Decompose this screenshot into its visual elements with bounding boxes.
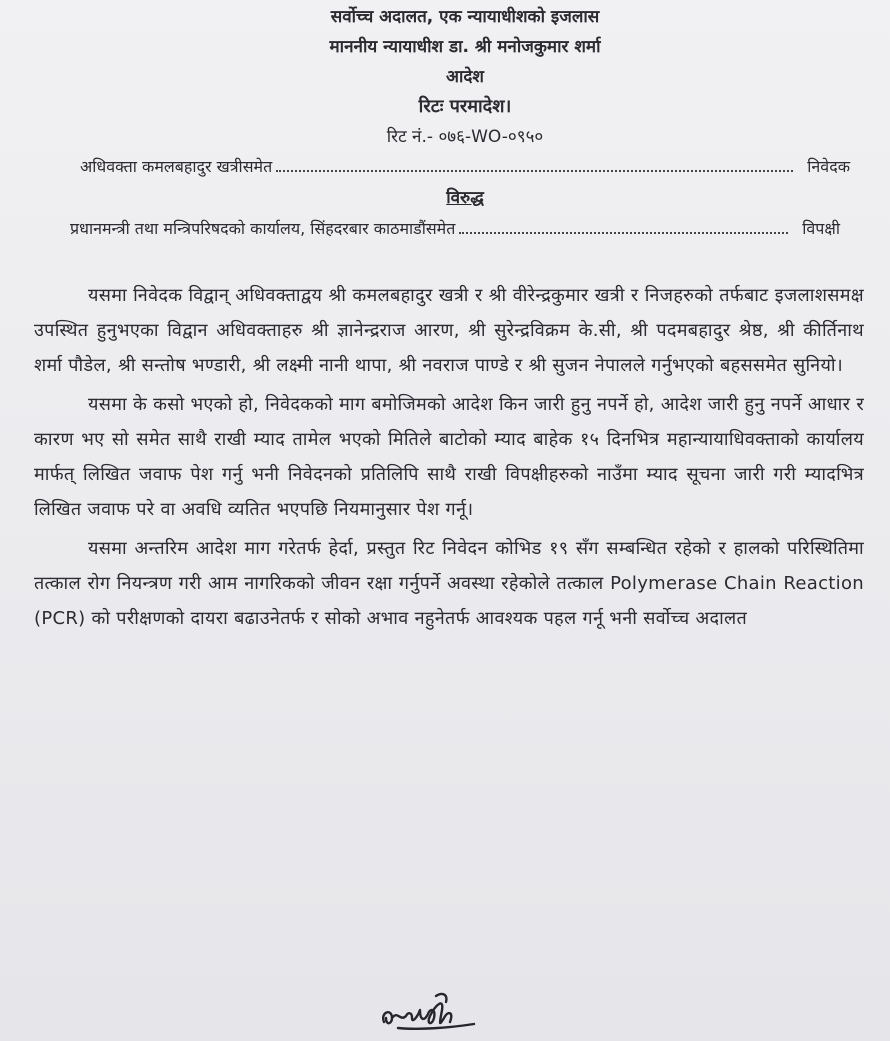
- petitioner-name: अधिवक्ता कमलबहादुर खत्रीसमेत: [80, 157, 273, 176]
- leader-dots: [459, 232, 788, 234]
- document-header: [0, 0, 890, 152]
- versus-heading: विरुद्ध: [446, 188, 484, 208]
- order-heading: आदेश: [446, 67, 484, 87]
- handwritten-signature-icon: [378, 988, 478, 1034]
- petitioner-role: निवेदक: [807, 157, 850, 176]
- case-number: रिट नं.- ०७६-WO-०९५०: [386, 127, 544, 147]
- judge-name: माननीय न्यायाधीश डा. श्री मनोजकुमार शर्मा: [329, 37, 601, 57]
- petitioner-row: [80, 152, 850, 182]
- paragraph-hearing: यसमा निवेदक विद्वान् अधिवक्ताद्वय श्री कमलबहादुर खत्री र श्री वीरेन्द्रकुमार खत्री र निजहरुको तर्फबाट इजलाशसमक्ष उपस्थित हुनुभएका विद्वान अधिवक्ताहरु श्री ज्ञानेन्द्रराज आरण, श्री सुरेन्द्रविक्रम के.सी, श्री पदमबहादुर श्रेष्ठ, श्री कीर्तिनाथ शर्मा पौडेल, श्री सन्तोष भण्डारी, श्री लक्ष्मी नानी थापा, श्री नवराज पाण्डे र श्री सुजन नेपालले गर्नुभएको बहससमेत सुनियो।: [34, 285, 864, 376]
- respondent-role: विपक्षी: [802, 219, 840, 238]
- paragraph-show-cause: यसमा के कसो भएको हो, निवेदकको माग बमोजिमको आदेश किन जारी हुनु नपर्ने हो, आदेश जारी हुनु नपर्ने आधार र कारण भए सो समेत साथै राखी म्याद तामेल भएको मितिले बाटोको म्याद बाहेक १५ दिनभित्र महान्यायाधिवक्ताको कार्यालय मार्फत् लिखित जवाफ पेश गर्नु भनी निवेदनको प्रतिलिपि साथै राखी विपक्षीहरुको नाउँमा म्याद सूचना जारी गरी म्यादभित्र लिखित जवाफ परे वा अवधि व्यतित भएपछि नियमानुसार पेश गर्नू।: [34, 394, 864, 520]
- respondent-row: [70, 214, 840, 244]
- writ-type: रिटः परमादेश।: [418, 96, 512, 117]
- respondent-name: प्रधानमन्त्री तथा मन्त्रिपरिषदको कार्यालय, सिंहदरबार काठमाडौंसमेत: [70, 219, 456, 238]
- paragraph-interim-order: यसमा अन्तरिम आदेश माग गरेतर्फ हेर्दा, प्रस्तुत रिट निवेदन कोभिड १९ सँग सम्बन्धित रहेको र हालको परिस्थितिमा तत्काल रोग नियन्त्रण गरी आम नागरिकको जीवन रक्षा गर्नुपर्ने अवस्था रहेकोले तत्काल Polymerase Chain Reaction (PCR) को परीक्षणको दायरा बढाउनेतर्फ र सोको अभाव नहुनेतर्फ आवश्यक पहल गर्नू भनी सर्वोच्च अदालत: [34, 538, 864, 629]
- leader-dots: [276, 170, 793, 172]
- order-body: [0, 278, 890, 636]
- court-title: सर्वोच्च अदालत, एक न्यायाधीशको इजलास: [330, 7, 600, 27]
